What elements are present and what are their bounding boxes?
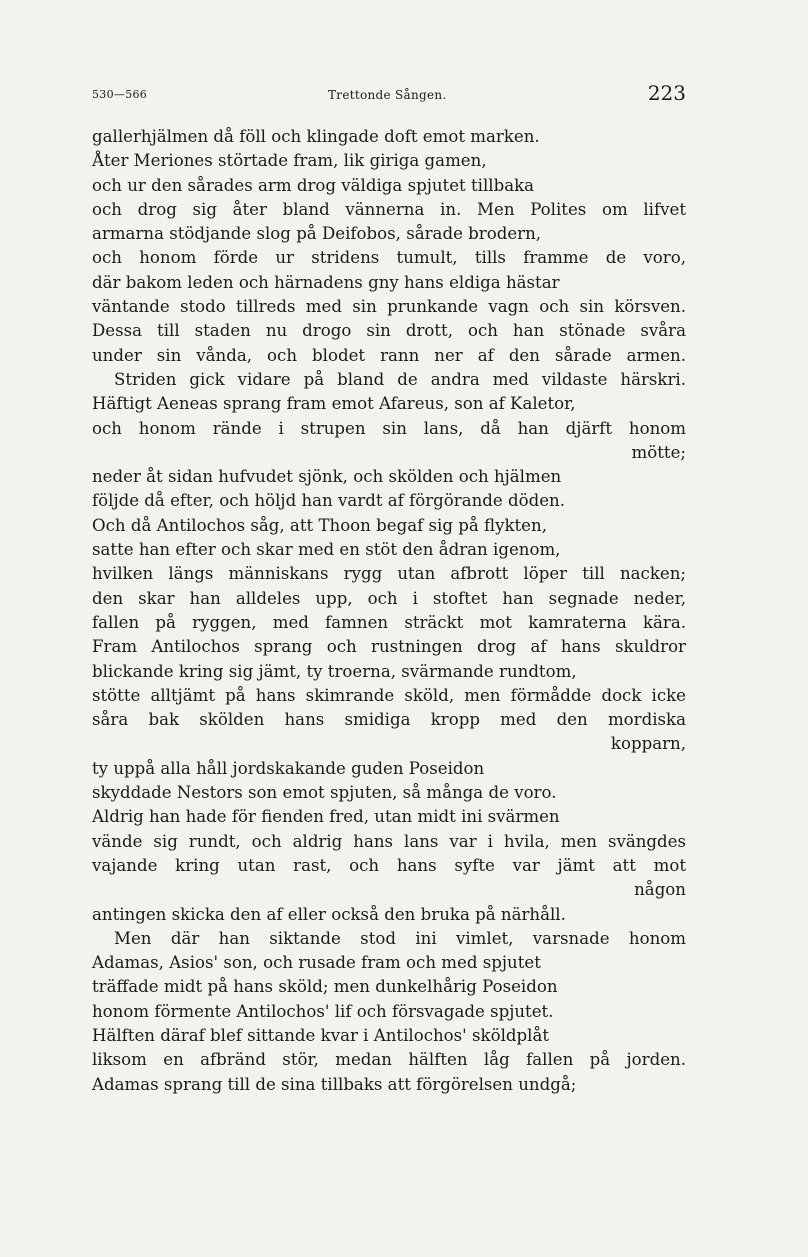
text-line: såra bak skölden hans smidiga kropp med den mordiska [92,710,686,730]
page-header [92,81,686,110]
verse-range: 530—566 [92,88,148,101]
text-line: under sin vånda, och blodet rann ner af den sårade armen. [92,345,686,365]
text-line: Dessa till staden nu drogo sin drott, och han stönade svåra [92,321,686,341]
text-line: där bakom leden och härnadens gny hans eldiga hästar [92,272,560,292]
text-line: träffade midt på hans sköld; men dunkelhårig Poseidon [92,977,558,997]
text-line: satte han efter och skar med en stöt den ådran igenom, [92,540,561,560]
text-line: neder åt sidan hufvudet sjönk, och skölden och hjälmen [92,467,562,487]
text-line: Och då Antilochos såg, att Thoon begaf sig på flykten, [92,515,547,535]
text-line: Adamas, Asios' son, och rusade fram och med spjutet [92,953,541,973]
text-line: någon [634,880,686,900]
text-line: Adamas sprang till de sina tillbaks att förgörelsen undgå; [92,1074,577,1094]
page-number: 223 [647,81,686,105]
text-line: väntande stodo tillreds med sin prunkande vagn och sin körsven. [92,297,686,317]
text-line: gallerhjälmen då föll och klingade doft emot marken. [92,127,540,146]
text-line: honom förmente Antilochos' lif och försvagade spjutet. [92,1001,554,1021]
text-line: stötte alltjämt på hans skimrande sköld, men förmådde dock icke [92,685,686,705]
poem-text [92,125,686,1097]
text-line: mötte; [631,442,686,462]
text-line: den skar han alldeles upp, och i stoftet han segnade neder, [92,588,686,608]
text-line: liksom en afbränd stör, medan hälften låg fallen på jorden. [92,1050,686,1070]
text-line: följde då efter, och höljd han vardt af förgörande döden. [92,491,566,511]
text-line: fallen på ryggen, med famnen sträckt mot kamraterna kära. [92,612,686,632]
text-line: hvilken längs människans rygg utan afbrott löper till nacken; [92,564,686,584]
text-line: Häftigt Aeneas sprang fram emot Afareus, son af Kaletor, [92,394,576,414]
text-line: Striden gick vidare på bland de andra med vildaste härskri. [114,369,686,389]
text-line: kopparn, [610,734,686,754]
text-line: Men där han siktande stod ini vimlet, varsnade honom [114,928,686,948]
text-line: blickande kring sig jämt, ty troerna, svärmande rundtom, [92,661,577,681]
text-line: Aldrig han hade för fienden fred, utan midt ini svärmen [92,807,560,827]
text-line: Hälften däraf blef sittande kvar i Antilochos' sköldplåt [92,1025,550,1045]
text-line: Fram Antilochos sprang och rustningen drog af hans skuldror [92,637,686,657]
running-title: Trettonde Sången. [328,88,447,102]
text-line: och honom förde ur stridens tumult, tills framme de voro, [92,248,686,268]
text-line: skyddade Nestors son emot spjuten, så många de voro. [92,783,557,803]
text-line: vajande kring utan rast, och hans syfte var jämt att mot [92,855,686,875]
text-line: och honom rände i strupen sin lans, då han djärft honom [92,418,686,438]
text-line: Åter Meriones störtade fram, lik giriga gamen, [92,151,487,171]
text-line: och ur den sårades arm drog väldiga spjutet tillbaka [92,175,535,195]
text-line: armarna stödjande slog på Deifobos, sårade brodern, [92,224,542,244]
text-line: antingen skicka den af eller också den bruka på närhåll. [92,904,566,924]
text-line: och drog sig åter bland vännerna in. Men Polites om lifvet [92,199,686,219]
text-line: vände sig rundt, och aldrig hans lans var i hvila, men svängdes [92,831,686,851]
text-line: ty uppå alla håll jordskakande guden Poseidon [92,758,485,778]
